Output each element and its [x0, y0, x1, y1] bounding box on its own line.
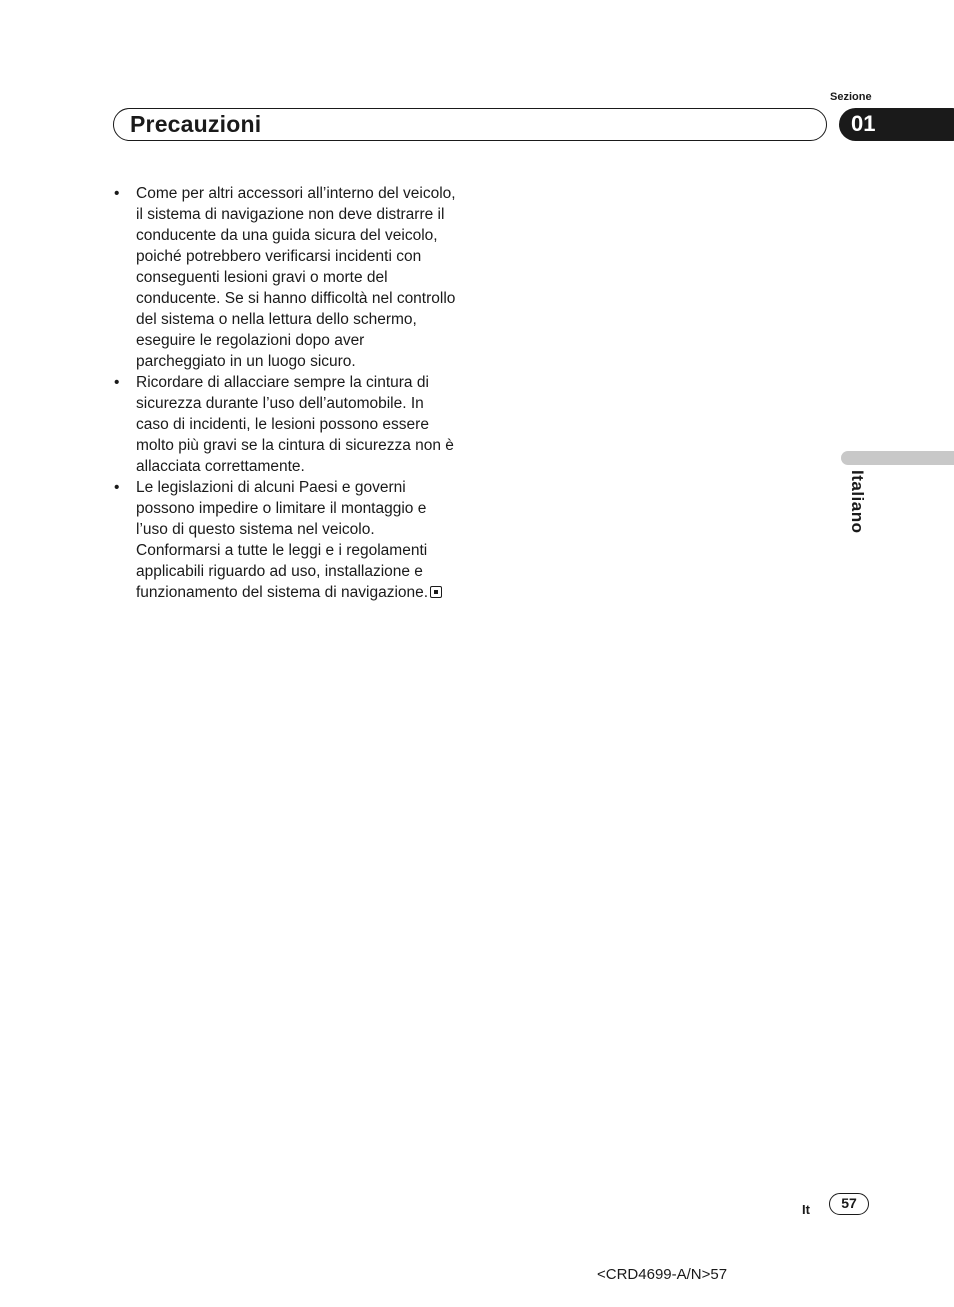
page-number: 57: [829, 1193, 869, 1215]
list-item-text: Le legislazioni di alcuni Paesi e governi possono impedire o limitare il montaggio e l’uso di questo sistema nel veicolo. Conformarsi a tutte le leggi e i regolamenti applicabili riguardo ad uso, installazione e funzionamento del sistema di navigazione.: [136, 479, 429, 601]
document-code: <CRD4699-A/N>57: [597, 1266, 728, 1283]
footer-language-code: It: [802, 1202, 810, 1217]
list-item: [113, 183, 458, 372]
page-title: Precauzioni: [130, 111, 262, 137]
section-number: 01: [851, 111, 876, 136]
list-item-text: Ricordare di allacciare sempre la cintura di sicurezza durante l’uso dell’automobile. In caso di incidenti, le lesioni possono essere molto più gravi se la cintura di sicurezza non è allacciata correttamente.: [136, 374, 454, 475]
language-tab: [841, 451, 954, 465]
end-of-section-icon: [430, 586, 442, 598]
list-item: [113, 477, 458, 603]
precautions-list: [113, 183, 458, 603]
list-item-text: Come per altri accessori all’interno del veicolo, il sistema di navigazione non deve distrarre il conducente da una guida sicura del veicolo, poiché potrebbero verificarsi incidenti con conseguenti lesioni gravi o morte del conducente. Se si hanno difficoltà nel controllo del sistema o nella lettura dello schermo, eseguire le regolazioni dopo aver parcheggiato in un luogo sicuro.: [136, 185, 456, 370]
language-label: Italiano: [848, 470, 867, 534]
section-number-badge: [839, 108, 954, 141]
section-label: Sezione: [830, 91, 872, 103]
bullet-icon: •: [114, 479, 120, 496]
bullet-icon: •: [114, 374, 120, 391]
bullet-icon: •: [114, 185, 120, 202]
list-item: [113, 372, 458, 477]
title-bar: [113, 108, 827, 141]
precautions-content: [113, 183, 458, 603]
